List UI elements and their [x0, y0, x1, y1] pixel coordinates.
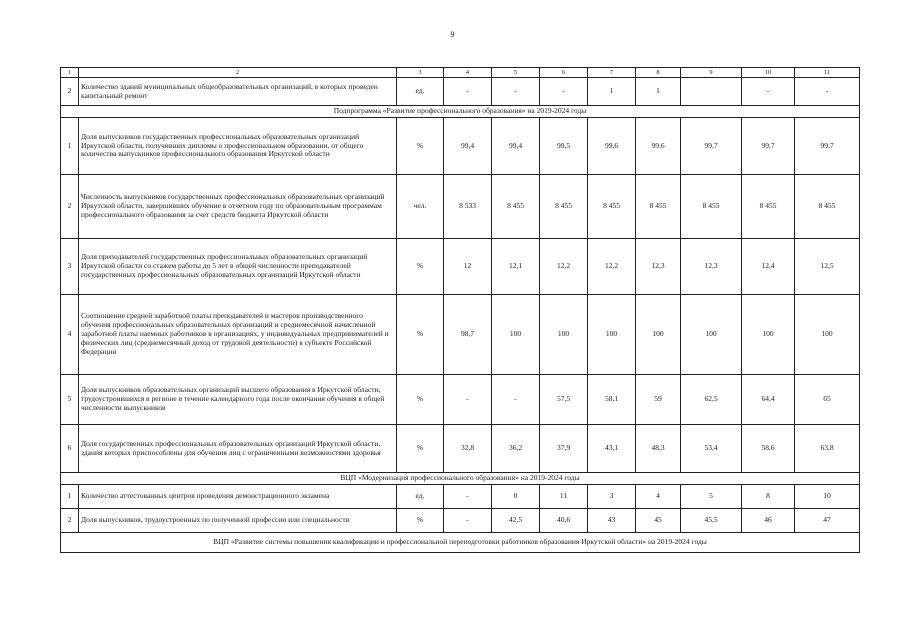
value-cell: 100	[795, 295, 860, 375]
indicator-name: Количество аттестованных центров проведения демонстрационного экзамена	[79, 485, 397, 509]
value-cell	[681, 78, 742, 106]
unit-cell: ед.	[397, 78, 444, 106]
table-row	[61, 295, 860, 375]
value-cell: -	[444, 509, 492, 533]
column-number-cell: 11	[795, 68, 860, 78]
row-number: 1	[61, 485, 79, 509]
unit-cell: %	[397, 295, 444, 375]
value-cell: 12,5	[795, 239, 860, 295]
indicator-name: Доля выпускников государственных профессиональных образовательных организаций Иркутской области, получивших дипломы о профессиональном образовании, от общего количества выпускников профессионального образования Иркутской области	[79, 118, 397, 175]
value-cell: 8 455	[795, 175, 860, 239]
value-cell: 8 455	[540, 175, 588, 239]
value-cell: 100	[742, 295, 795, 375]
section-title: Подпрограмма «Развитие профессионального образования» на 2019-2024 годы	[61, 106, 860, 118]
value-cell: 45,5	[681, 509, 742, 533]
value-cell: -	[444, 375, 492, 425]
value-cell: -	[444, 485, 492, 509]
value-cell: -	[540, 78, 588, 106]
unit-cell: %	[397, 118, 444, 175]
unit-cell: %	[397, 509, 444, 533]
value-cell: 12,2	[540, 239, 588, 295]
value-cell: 59	[636, 375, 681, 425]
indicator-name: Доля выпускников, трудоустроенных по полученной профессии или специальности	[79, 509, 397, 533]
table-row	[61, 78, 860, 106]
section-row	[61, 473, 860, 485]
indicator-name: Доля государственных профессиональных образовательных организаций Иркутской области, здания которых приспособлены для обучения лиц с ограниченными возможностями здоровья	[79, 425, 397, 473]
page-number: 9	[450, 30, 455, 39]
section-title: ВЦП «Модернизация профессионального образования» на 2019-2024 годы	[61, 473, 860, 485]
column-number-cell: 2	[79, 68, 397, 78]
value-cell: 100	[492, 295, 540, 375]
value-cell: 1	[588, 78, 636, 106]
value-cell: 40,6	[540, 509, 588, 533]
column-number-cell: 9	[681, 68, 742, 78]
table-row	[61, 485, 860, 509]
value-cell: 53,4	[681, 425, 742, 473]
value-cell: 99,7	[681, 118, 742, 175]
value-cell: 58,6	[742, 425, 795, 473]
value-cell: 12	[444, 239, 492, 295]
table-row	[61, 175, 860, 239]
value-cell: 43	[588, 509, 636, 533]
value-cell: 58,1	[588, 375, 636, 425]
value-cell: 99,4	[492, 118, 540, 175]
value-cell: 8 455	[636, 175, 681, 239]
value-cell: 37,9	[540, 425, 588, 473]
indicator-name: Доля выпускников образовательных организаций высшего образования в Иркутской области, трудоустроившихся в регионе в течение календарного года после окончания обучения в общей численности выпускников	[79, 375, 397, 425]
row-number: 3	[61, 239, 79, 295]
value-cell: 99,7	[742, 118, 795, 175]
value-cell: 1	[636, 78, 681, 106]
value-cell: 11	[540, 485, 588, 509]
value-cell: 62,5	[681, 375, 742, 425]
value-cell: 99,4	[444, 118, 492, 175]
indicators-table	[60, 67, 860, 553]
section-title: ВЦП «Развитие системы повышения квалификации и профессиональной переподготовки работников образования Иркутской области» на 2019-2024 годы	[61, 533, 860, 553]
value-cell: 42,5	[492, 509, 540, 533]
table-row	[61, 239, 860, 295]
column-number-cell: 4	[444, 68, 492, 78]
table-row	[61, 375, 860, 425]
value-cell: 8 455	[492, 175, 540, 239]
value-cell: 8 455	[742, 175, 795, 239]
value-cell: 48,3	[636, 425, 681, 473]
value-cell: 8 455	[681, 175, 742, 239]
row-number: 4	[61, 295, 79, 375]
column-number-cell: 5	[492, 68, 540, 78]
value-cell: 36,2	[492, 425, 540, 473]
value-cell: 8 533	[444, 175, 492, 239]
value-cell: -	[742, 78, 795, 106]
value-cell: 100	[540, 295, 588, 375]
unit-cell: %	[397, 425, 444, 473]
value-cell: 10	[795, 485, 860, 509]
column-number-cell: 6	[540, 68, 588, 78]
row-number: 6	[61, 425, 79, 473]
unit-cell: ед.	[397, 485, 444, 509]
column-number-cell: 3	[397, 68, 444, 78]
column-number-cell: 8	[636, 68, 681, 78]
row-number: 2	[61, 175, 79, 239]
unit-cell: %	[397, 375, 444, 425]
row-number: 2	[61, 78, 79, 106]
value-cell: -	[492, 375, 540, 425]
value-cell: 32,8	[444, 425, 492, 473]
unit-cell: %	[397, 239, 444, 295]
value-cell: 12,1	[492, 239, 540, 295]
column-number-cell: 1	[61, 68, 79, 78]
value-cell: 99,6	[588, 118, 636, 175]
value-cell: 12,3	[636, 239, 681, 295]
value-cell: -	[795, 78, 860, 106]
value-cell: 57,5	[540, 375, 588, 425]
value-cell: 8 455	[588, 175, 636, 239]
row-number: 1	[61, 118, 79, 175]
indicator-name: Доля преподавателей государственных профессиональных образовательных организаций Иркутской области со стажем работы до 5 лет в общей численности преподавателей государственных профессиональных образовательных организаций Иркутской области	[79, 239, 397, 295]
row-number: 2	[61, 509, 79, 533]
section-row	[61, 533, 860, 553]
value-cell: 0	[492, 485, 540, 509]
value-cell: 47	[795, 509, 860, 533]
value-cell: 46	[742, 509, 795, 533]
value-cell: 12,4	[742, 239, 795, 295]
value-cell: -	[492, 78, 540, 106]
value-cell: 99,6	[636, 118, 681, 175]
indicator-name: Количество зданий муниципальных общеобразовательных организаций, в которых проведен капитальный ремонт	[79, 78, 397, 106]
value-cell: 100	[681, 295, 742, 375]
value-cell: 12,2	[588, 239, 636, 295]
value-cell: 99,5	[540, 118, 588, 175]
value-cell: -	[444, 78, 492, 106]
unit-cell: чел.	[397, 175, 444, 239]
value-cell: 98,7	[444, 295, 492, 375]
value-cell: 99,7	[795, 118, 860, 175]
value-cell: 63,8	[795, 425, 860, 473]
value-cell: 4	[636, 485, 681, 509]
column-number-row	[61, 68, 860, 78]
value-cell: 8	[742, 485, 795, 509]
column-number-cell: 10	[742, 68, 795, 78]
value-cell: 65	[795, 375, 860, 425]
value-cell: 45	[636, 509, 681, 533]
value-cell: 3	[588, 485, 636, 509]
table-row	[61, 509, 860, 533]
table-row	[61, 118, 860, 175]
value-cell: 100	[636, 295, 681, 375]
column-number-cell: 7	[588, 68, 636, 78]
section-row	[61, 106, 860, 118]
indicator-name: Численность выпускников государственных профессиональных образовательных организаций Иркутской области, завершивших обучение в отчетном году по образовательным программам профессионального образования за счет средств бюджета Иркутской области	[79, 175, 397, 239]
value-cell: 100	[588, 295, 636, 375]
table-row	[61, 425, 860, 473]
value-cell: 43,1	[588, 425, 636, 473]
value-cell: 64,4	[742, 375, 795, 425]
row-number: 5	[61, 375, 79, 425]
indicator-name: Соотношение средней заработной платы преподавателей и мастеров производственного обучения профессиональных образовательных организаций и среднемесячной начисленной заработной платы наемных работников в организациях, у индивидуальных предпринимателей и физических лиц (среднемесячный доход от трудовой деятельности) в субъекте Российской Федерации	[79, 295, 397, 375]
value-cell: 5	[681, 485, 742, 509]
value-cell: 12,3	[681, 239, 742, 295]
